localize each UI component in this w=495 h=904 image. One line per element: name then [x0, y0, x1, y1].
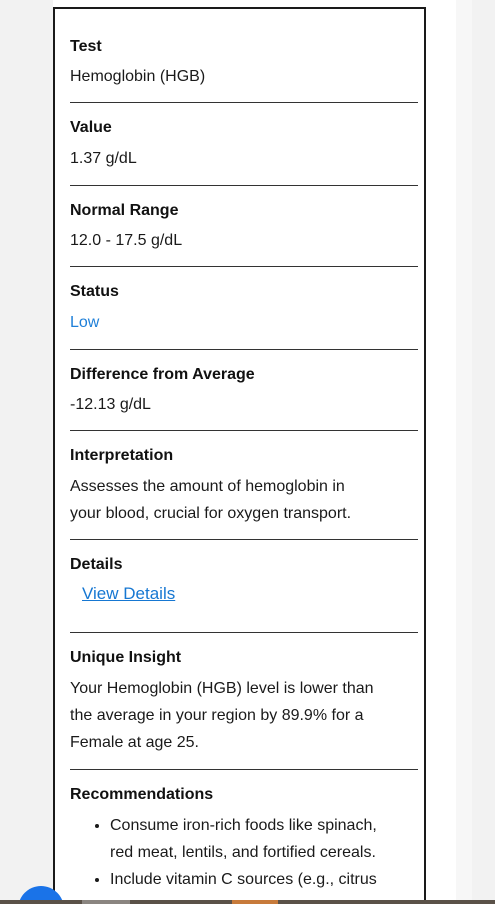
unique-insight-line-1: Your Hemoglobin (HGB) level is lower than: [70, 680, 374, 697]
recommendation-item-line-1: Consume iron-rich foods like spinach,: [110, 817, 377, 834]
status-label: Status: [70, 283, 119, 300]
taskbar-item[interactable]: [232, 900, 278, 904]
recommendation-item-line-2: red meat, lentils, and fortified cereals.: [110, 844, 376, 861]
recommendations-list: [70, 812, 408, 893]
normal-range-value: 12.0 - 17.5 g/dL: [70, 232, 183, 249]
value-value: 1.37 g/dL: [70, 150, 137, 167]
divider: [70, 102, 418, 103]
normal-range-label: Normal Range: [70, 202, 179, 219]
status-value: Low: [70, 314, 100, 331]
recommendations-label: Recommendations: [70, 786, 214, 803]
recommendation-item-line-1: Include vitamin C sources (e.g., citrus: [110, 871, 377, 888]
interpretation-label: Interpretation: [70, 447, 174, 464]
divider: [70, 769, 418, 770]
divider: [70, 632, 418, 633]
details-row: [70, 555, 408, 604]
divider: [70, 539, 418, 540]
unique-insight-row: [70, 648, 408, 756]
difference-label: Difference from Average: [70, 366, 255, 383]
view-details-link[interactable]: View Details: [82, 584, 176, 603]
recommendation-item: [110, 812, 408, 866]
unique-insight-label: Unique Insight: [70, 649, 182, 666]
interpretation-text-line-2: your blood, crucial for oxygen transport.: [70, 505, 352, 522]
taskbar-item[interactable]: [82, 900, 130, 904]
interpretation-text-line-1: Assesses the amount of hemoglobin in: [70, 478, 345, 495]
value-label: Value: [70, 119, 112, 136]
recommendations-row: [70, 785, 408, 893]
lab-result-card: [53, 7, 426, 904]
difference-row: [70, 365, 408, 418]
status-row: [70, 282, 408, 336]
divider: [70, 185, 418, 186]
divider: [70, 349, 418, 350]
test-label: Test: [70, 38, 102, 55]
unique-insight-line-2: the average in your region by 89.9% for a: [70, 707, 364, 724]
value-row: [70, 118, 408, 172]
divider: [70, 266, 418, 267]
difference-value: -12.13 g/dL: [70, 396, 151, 413]
unique-insight-line-3: Female at age 25.: [70, 734, 199, 751]
details-label: Details: [70, 556, 123, 573]
recommendation-item: [110, 866, 408, 893]
normal-range-row: [70, 201, 408, 254]
test-row: [70, 37, 408, 90]
interpretation-row: [70, 446, 408, 527]
test-value: Hemoglobin (HGB): [70, 68, 206, 85]
divider: [70, 430, 418, 431]
scrollbar-track[interactable]: [456, 0, 472, 904]
